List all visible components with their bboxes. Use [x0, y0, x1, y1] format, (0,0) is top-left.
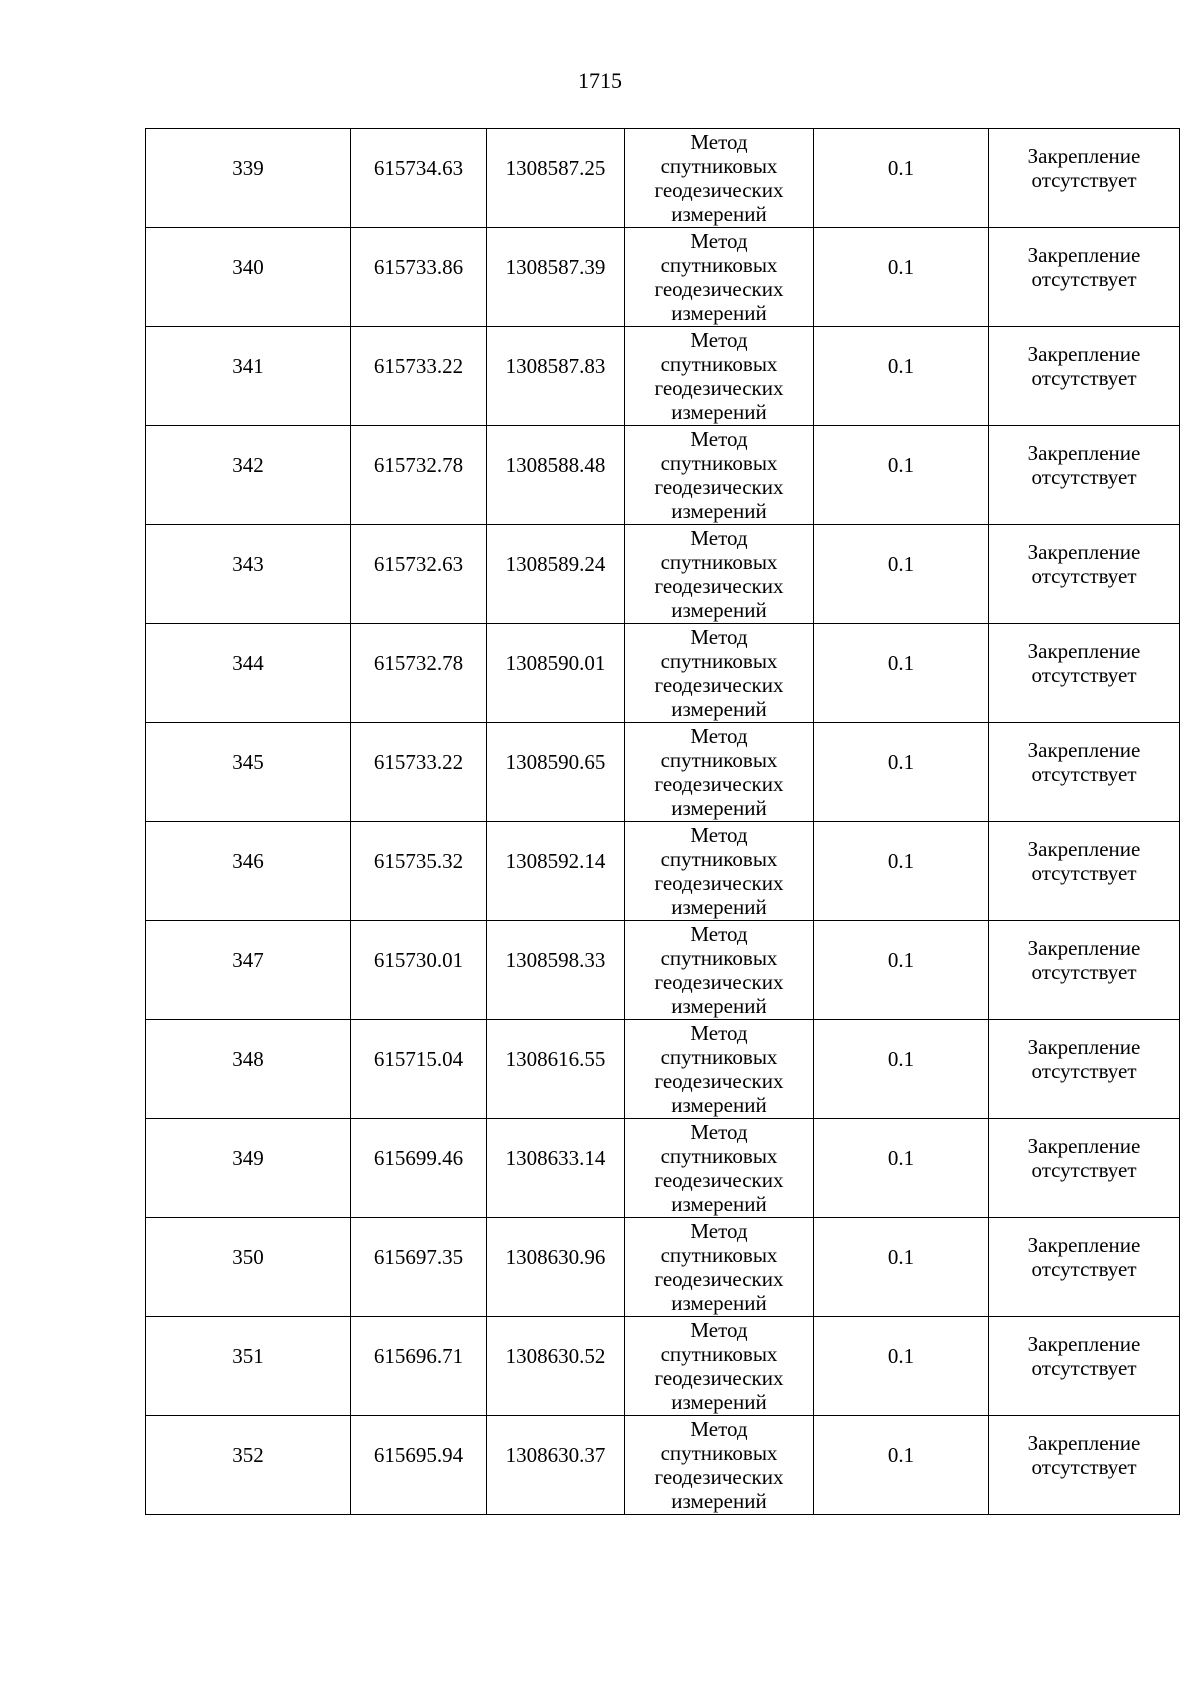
x-coordinate-cell	[351, 1317, 487, 1416]
fixing-text: Закрепление отсутствует	[1027, 738, 1141, 786]
method-cell	[625, 822, 814, 921]
x-coordinate: 615732.63	[373, 552, 464, 576]
method-text: Метод спутниковых геодезических измерений	[654, 724, 784, 820]
y-coordinate-cell	[487, 1416, 625, 1515]
accuracy-cell	[814, 1218, 989, 1317]
point-number-cell	[146, 1218, 351, 1317]
method-cell	[625, 1020, 814, 1119]
method-text: Метод спутниковых геодезических измерений	[654, 1120, 784, 1216]
point-number-cell	[146, 426, 351, 525]
method-text: Метод спутниковых геодезических измерений	[654, 823, 784, 919]
point-number: 340	[232, 255, 264, 279]
accuracy-cell	[814, 822, 989, 921]
accuracy-cell	[814, 1119, 989, 1218]
accuracy-cell	[814, 723, 989, 822]
accuracy-cell	[814, 228, 989, 327]
x-coordinate: 615733.22	[373, 354, 464, 378]
x-coordinate: 615699.46	[373, 1146, 464, 1170]
table-row	[146, 228, 1180, 327]
y-coordinate: 1308598.33	[505, 948, 606, 972]
fixing-text: Закрепление отсутствует	[1027, 1332, 1141, 1380]
y-coordinate: 1308630.52	[505, 1344, 606, 1368]
point-number: 349	[232, 1146, 264, 1170]
y-coordinate-cell	[487, 1317, 625, 1416]
table-row	[146, 426, 1180, 525]
table-row	[146, 525, 1180, 624]
method-cell	[625, 327, 814, 426]
x-coordinate-cell	[351, 1416, 487, 1515]
method-cell	[625, 525, 814, 624]
accuracy-cell	[814, 426, 989, 525]
x-coordinate: 615696.71	[373, 1344, 464, 1368]
accuracy-value: 0.1	[887, 651, 915, 675]
point-number: 345	[232, 750, 264, 774]
method-text: Метод спутниковых геодезических измерений	[654, 625, 784, 721]
x-coordinate-cell	[351, 426, 487, 525]
method-text: Метод спутниковых геодезических измерений	[654, 922, 784, 1018]
table-row	[146, 1416, 1180, 1515]
method-cell	[625, 228, 814, 327]
accuracy-cell	[814, 525, 989, 624]
point-number: 351	[232, 1344, 264, 1368]
point-number-cell	[146, 228, 351, 327]
method-text: Метод спутниковых геодезических измерений	[654, 1417, 784, 1513]
y-coordinate: 1308587.25	[505, 156, 606, 180]
fixing-cell	[989, 921, 1180, 1020]
fixing-text: Закрепление отсутствует	[1027, 342, 1141, 390]
method-cell	[625, 426, 814, 525]
accuracy-value: 0.1	[887, 948, 915, 972]
point-number: 346	[232, 849, 264, 873]
point-number: 347	[232, 948, 264, 972]
x-coordinate: 615730.01	[373, 948, 464, 972]
x-coordinate: 615732.78	[373, 453, 464, 477]
accuracy-cell	[814, 129, 989, 228]
x-coordinate: 615735.32	[373, 849, 464, 873]
y-coordinate-cell	[487, 921, 625, 1020]
x-coordinate-cell	[351, 822, 487, 921]
accuracy-value: 0.1	[887, 453, 915, 477]
table-row	[146, 921, 1180, 1020]
method-text: Метод спутниковых геодезических измерений	[654, 328, 784, 424]
fixing-cell	[989, 1416, 1180, 1515]
table-row	[146, 624, 1180, 723]
fixing-text: Закрепление отсутствует	[1027, 1431, 1141, 1479]
accuracy-value: 0.1	[887, 255, 915, 279]
table-row	[146, 723, 1180, 822]
coordinates-table	[145, 128, 1180, 1515]
fixing-cell	[989, 228, 1180, 327]
accuracy-cell	[814, 1020, 989, 1119]
method-text: Метод спутниковых геодезических измерений	[654, 1219, 784, 1315]
fixing-cell	[989, 1317, 1180, 1416]
accuracy-value: 0.1	[887, 354, 915, 378]
method-cell	[625, 1317, 814, 1416]
point-number: 342	[232, 453, 264, 477]
y-coordinate-cell	[487, 525, 625, 624]
y-coordinate: 1308590.01	[505, 651, 606, 675]
fixing-cell	[989, 525, 1180, 624]
y-coordinate: 1308630.96	[505, 1245, 606, 1269]
method-cell	[625, 921, 814, 1020]
y-coordinate-cell	[487, 129, 625, 228]
point-number-cell	[146, 1416, 351, 1515]
point-number: 343	[232, 552, 264, 576]
y-coordinate: 1308589.24	[505, 552, 606, 576]
x-coordinate: 615733.22	[373, 750, 464, 774]
fixing-cell	[989, 129, 1180, 228]
method-text: Метод спутниковых геодезических измерений	[654, 1318, 784, 1414]
point-number-cell	[146, 723, 351, 822]
x-coordinate-cell	[351, 1218, 487, 1317]
method-text: Метод спутниковых геодезических измерений	[654, 1021, 784, 1117]
method-cell	[625, 1218, 814, 1317]
accuracy-cell	[814, 624, 989, 723]
accuracy-value: 0.1	[887, 1047, 915, 1071]
x-coordinate: 615733.86	[373, 255, 464, 279]
table-row	[146, 822, 1180, 921]
fixing-text: Закрепление отсутствует	[1027, 837, 1141, 885]
fixing-text: Закрепление отсутствует	[1027, 639, 1141, 687]
y-coordinate: 1308590.65	[505, 750, 606, 774]
fixing-cell	[989, 327, 1180, 426]
accuracy-value: 0.1	[887, 552, 915, 576]
method-text: Метод спутниковых геодезических измерений	[654, 427, 784, 523]
y-coordinate-cell	[487, 1020, 625, 1119]
accuracy-value: 0.1	[887, 1146, 915, 1170]
fixing-text: Закрепление отсутствует	[1027, 1134, 1141, 1182]
accuracy-cell	[814, 327, 989, 426]
x-coordinate: 615734.63	[373, 156, 464, 180]
y-coordinate-cell	[487, 822, 625, 921]
y-coordinate: 1308630.37	[505, 1443, 606, 1467]
fixing-text: Закрепление отсутствует	[1027, 540, 1141, 588]
method-cell	[625, 129, 814, 228]
table-row	[146, 129, 1180, 228]
y-coordinate-cell	[487, 327, 625, 426]
x-coordinate-cell	[351, 327, 487, 426]
point-number-cell	[146, 624, 351, 723]
method-text: Метод спутниковых геодезических измерений	[654, 229, 784, 325]
x-coordinate: 615715.04	[373, 1047, 464, 1071]
table-row	[146, 1020, 1180, 1119]
x-coordinate-cell	[351, 921, 487, 1020]
point-number-cell	[146, 1020, 351, 1119]
fixing-text: Закрепление отсутствует	[1027, 1035, 1141, 1083]
y-coordinate: 1308587.39	[505, 255, 606, 279]
x-coordinate-cell	[351, 1119, 487, 1218]
x-coordinate: 615697.35	[373, 1245, 464, 1269]
x-coordinate: 615732.78	[373, 651, 464, 675]
x-coordinate-cell	[351, 129, 487, 228]
y-coordinate-cell	[487, 1218, 625, 1317]
x-coordinate-cell	[351, 723, 487, 822]
method-cell	[625, 723, 814, 822]
fixing-cell	[989, 1218, 1180, 1317]
point-number-cell	[146, 921, 351, 1020]
fixing-text: Закрепление отсутствует	[1027, 144, 1141, 192]
fixing-cell	[989, 723, 1180, 822]
fixing-text: Закрепление отсутствует	[1027, 441, 1141, 489]
y-coordinate-cell	[487, 723, 625, 822]
accuracy-cell	[814, 1416, 989, 1515]
fixing-cell	[989, 1020, 1180, 1119]
point-number-cell	[146, 129, 351, 228]
y-coordinate: 1308587.83	[505, 354, 606, 378]
point-number: 348	[232, 1047, 264, 1071]
fixing-cell	[989, 1119, 1180, 1218]
accuracy-value: 0.1	[887, 849, 915, 873]
x-coordinate-cell	[351, 624, 487, 723]
point-number-cell	[146, 525, 351, 624]
method-text: Метод спутниковых геодезических измерений	[654, 526, 784, 622]
x-coordinate-cell	[351, 228, 487, 327]
coordinates-table-body	[146, 129, 1180, 1515]
y-coordinate: 1308592.14	[505, 849, 606, 873]
point-number: 344	[232, 651, 264, 675]
point-number-cell	[146, 1317, 351, 1416]
accuracy-cell	[814, 1317, 989, 1416]
fixing-text: Закрепление отсутствует	[1027, 936, 1141, 984]
point-number: 339	[232, 156, 264, 180]
accuracy-value: 0.1	[887, 1245, 915, 1269]
y-coordinate: 1308616.55	[505, 1047, 606, 1071]
fixing-cell	[989, 822, 1180, 921]
fixing-cell	[989, 426, 1180, 525]
method-text: Метод спутниковых геодезических измерений	[654, 130, 784, 226]
method-cell	[625, 1416, 814, 1515]
accuracy-value: 0.1	[887, 1344, 915, 1368]
y-coordinate: 1308633.14	[505, 1146, 606, 1170]
accuracy-value: 0.1	[887, 1443, 915, 1467]
y-coordinate-cell	[487, 1119, 625, 1218]
point-number: 341	[232, 354, 264, 378]
table-row	[146, 1119, 1180, 1218]
point-number-cell	[146, 822, 351, 921]
fixing-cell	[989, 624, 1180, 723]
fixing-text: Закрепление отсутствует	[1027, 1233, 1141, 1281]
x-coordinate: 615695.94	[373, 1443, 464, 1467]
table-row	[146, 327, 1180, 426]
method-cell	[625, 1119, 814, 1218]
x-coordinate-cell	[351, 525, 487, 624]
accuracy-value: 0.1	[887, 750, 915, 774]
y-coordinate-cell	[487, 624, 625, 723]
accuracy-cell	[814, 921, 989, 1020]
method-cell	[625, 624, 814, 723]
page-number: 1715	[578, 68, 622, 93]
y-coordinate-cell	[487, 228, 625, 327]
y-coordinate-cell	[487, 426, 625, 525]
y-coordinate: 1308588.48	[505, 453, 606, 477]
point-number-cell	[146, 1119, 351, 1218]
accuracy-value: 0.1	[887, 156, 915, 180]
table-row	[146, 1218, 1180, 1317]
table-row	[146, 1317, 1180, 1416]
x-coordinate-cell	[351, 1020, 487, 1119]
point-number: 352	[232, 1443, 264, 1467]
fixing-text: Закрепление отсутствует	[1027, 243, 1141, 291]
point-number: 350	[232, 1245, 264, 1269]
point-number-cell	[146, 327, 351, 426]
